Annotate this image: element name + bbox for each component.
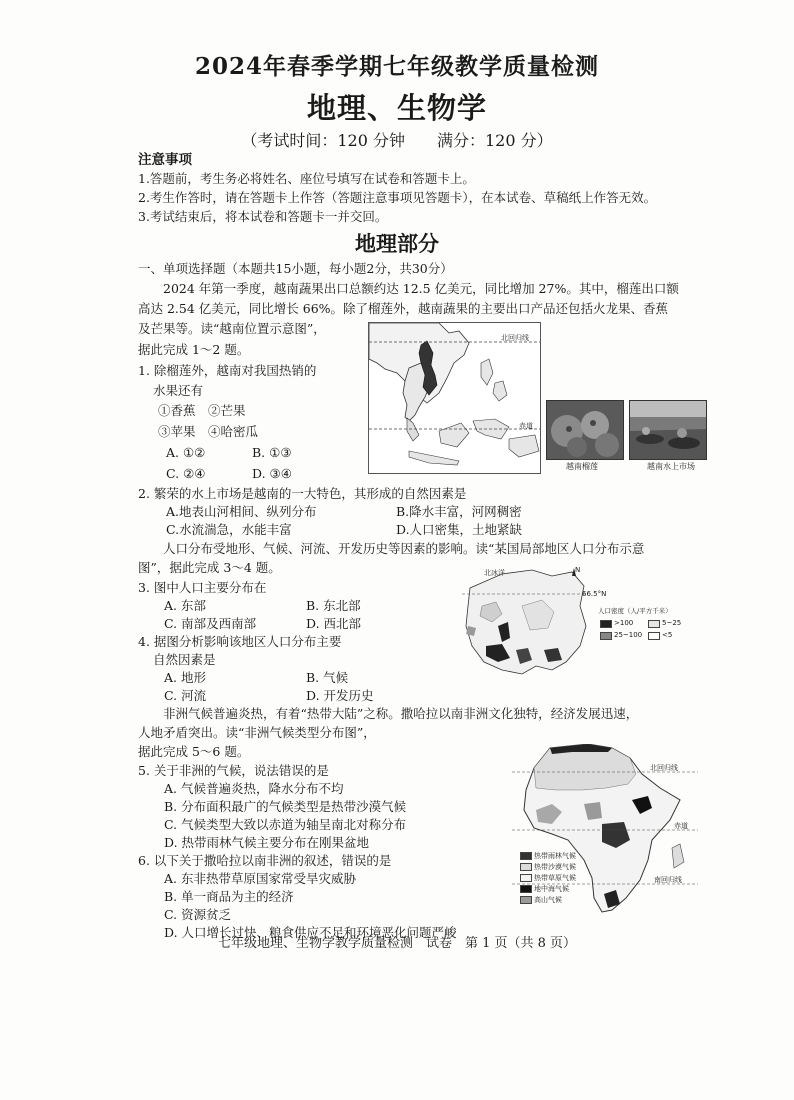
passage-line: 图”，据此完成 3～4 题。 — [138, 560, 281, 575]
page-footer: 七年级地理、生物学教学质量检测 试卷 第 1 页（共 8 页） — [217, 936, 577, 951]
legend-swatch-rainforest — [520, 852, 532, 860]
question-6-option-d: D. 人口增长过快、粮食供应不足和环境恶化问题严峻 — [164, 925, 457, 940]
floating-market-caption: 越南水上市场 — [647, 462, 695, 471]
equator-label: 赤道 — [519, 422, 533, 430]
passage-line: 据此完成 5～6 题。 — [138, 744, 250, 759]
vietnam-location-map — [368, 322, 541, 474]
question-5-option-b: B. 分布面积最广的气候类型是热带沙漠气候 — [164, 799, 407, 814]
durian-photo-caption: 越南榴莲 — [566, 462, 598, 471]
africa-climate-map — [512, 744, 698, 920]
subject-title: 地理、生物学 — [306, 91, 487, 125]
north-arrow-label: N — [575, 566, 581, 574]
exam-title: 2024年春季学期七年级教学质量检测 — [194, 53, 599, 80]
question-1-stem: 水果还有 — [153, 383, 204, 398]
question-5-stem: 5. 关于非洲的气候，说法错误的是 — [138, 763, 329, 778]
question-2-option-c: C.水流湍急，水能丰富 — [166, 522, 292, 537]
equator-label: 赤道 — [674, 822, 688, 830]
legend-label: 25~100 — [614, 631, 643, 639]
durian-photo — [546, 400, 624, 460]
question-1-item: ③苹果 ④哈密瓜 — [158, 424, 259, 439]
tropic-of-capricorn-label: 南回归线 — [654, 876, 682, 884]
passage-line: 据此完成 1～2 题。 — [138, 342, 250, 357]
question-1-item: ①香蕉 ②芒果 — [158, 403, 246, 418]
question-6-option-a: A. 东非热带草原国家常受旱灾威胁 — [164, 871, 356, 886]
question-5-option-d: D. 热带雨林气候主要分布在刚果盆地 — [164, 835, 370, 850]
question-4-option-a: A. 地形 — [164, 670, 206, 685]
legend-swatch-savanna — [520, 874, 532, 882]
legend-swatch-high — [600, 620, 612, 628]
legend-label: 地中海气候 — [534, 885, 569, 893]
notes-heading: 注意事项 — [138, 152, 192, 168]
legend-swatch-mid — [600, 632, 612, 640]
legend-label: >100 — [614, 619, 634, 627]
latitude-label: 66.5°N — [582, 590, 607, 598]
legend-swatch-highland — [520, 896, 532, 904]
question-2-option-d: D.人口密集，土地紧缺 — [396, 522, 523, 537]
question-2-stem: 2. 繁荣的水上市场是越南的一大特色，其形成的自然因素是 — [138, 486, 467, 501]
legend-label: 热带雨林气候 — [534, 852, 576, 860]
legend-swatch-desert — [520, 863, 532, 871]
question-2-option-b: B.降水丰富，河网稠密 — [396, 504, 522, 519]
section-title: 地理部分 — [355, 231, 439, 256]
population-legend-title: 人口密度（人/平方千米） — [598, 607, 672, 615]
arctic-label: 北冰洋 — [484, 569, 505, 577]
legend-label: <5 — [662, 631, 673, 639]
passage-line: 人地矛盾突出。读“非洲气候类型分布图”， — [138, 725, 376, 740]
legend-swatch-mediterranean — [520, 885, 532, 893]
question-5-option-c: C. 气候类型大致以赤道为轴呈南北对称分布 — [164, 817, 407, 832]
legend-swatch-lowest — [648, 632, 660, 640]
note-item: 3.考试结束后，将本试卷和答题卡一并交回。 — [138, 209, 388, 224]
question-3-option-a: A. 东部 — [164, 598, 206, 613]
passage-line: 2024 年第一季度，越南蔬果出口总额约达 12.5 亿美元，同比增加 27%。其中，榴莲出口额 — [163, 281, 679, 296]
question-3-option-c: C. 南部及西南部 — [164, 616, 257, 631]
tropic-of-cancer-label: 北回归线 — [650, 764, 678, 772]
note-item: 2.考生作答时，请在答题卡上作答（答题注意事项见答题卡），在本试卷、草稿纸上作答无效。 — [138, 190, 657, 205]
passage-line: 非洲气候普遍炎热，有着“热带大陆”之称。撒哈拉以南非洲文化独特，经济发展迅速， — [163, 706, 639, 721]
population-distribution-map — [462, 566, 692, 682]
question-4-option-b: B. 气候 — [306, 670, 349, 685]
legend-swatch-low-mid — [648, 620, 660, 628]
legend-label: 高山气候 — [534, 896, 562, 904]
question-4-stem: 4. 据图分析影响该地区人口分布主要 — [138, 634, 342, 649]
question-4-stem: 自然因素是 — [153, 652, 216, 667]
question-4-option-c: C. 河流 — [164, 688, 207, 703]
question-6-option-c: C. 资源贫乏 — [164, 907, 232, 922]
question-3-option-d: D. 西北部 — [306, 616, 362, 631]
question-1-option-d: D. ③④ — [252, 466, 292, 481]
passage-line: 人口分布受地形、气候、河流、开发历史等因素的影响。读“某国局部地区人口分布示意 — [163, 541, 645, 556]
passage-line: 高达 2.54 亿美元，同比增长 66%。除了榴莲外，越南蔬果的主要出口产品还包括火龙果、香蕉 — [138, 301, 669, 316]
passage-line: 及芒果等。读“越南位置示意图”， — [138, 321, 326, 336]
question-2-option-a: A.地表山河相间、纵列分布 — [166, 504, 317, 519]
legend-label: 5~25 — [662, 619, 682, 627]
vietnam-map-svg — [369, 323, 540, 473]
question-6-option-b: B. 单一商品为主的经济 — [164, 889, 294, 904]
part-heading: 一、单项选择题（本题共15小题，每小题2分，共30分） — [138, 261, 453, 276]
legend-label: 热带草原气候 — [534, 874, 576, 882]
question-3-stem: 3. 图中人口主要分布在 — [138, 580, 267, 595]
question-1-option-b: B. ①③ — [252, 445, 292, 460]
question-1-option-a: A. ①② — [166, 445, 206, 460]
question-1-option-c: C. ②④ — [166, 466, 206, 481]
question-1-stem: 1. 除榴莲外，越南对我国热销的 — [138, 363, 317, 378]
question-5-option-a: A. 气候普遍炎热，降水分布不均 — [164, 781, 344, 796]
note-item: 1.答题前，考生务必将姓名、座位号填写在试卷和答题卡上。 — [138, 171, 475, 186]
exam-time-info: （考试时间：120 分钟 满分：120 分） — [241, 131, 553, 150]
question-6-stem: 6. 以下关于撒哈拉以南非洲的叙述，错误的是 — [138, 853, 392, 868]
legend-label: 热带沙漠气候 — [534, 863, 576, 871]
question-4-option-d: D. 开发历史 — [306, 688, 374, 703]
question-3-option-b: B. 东北部 — [306, 598, 361, 613]
tropic-of-cancer-label: 北回归线 — [501, 334, 529, 342]
floating-market-photo — [629, 400, 707, 460]
